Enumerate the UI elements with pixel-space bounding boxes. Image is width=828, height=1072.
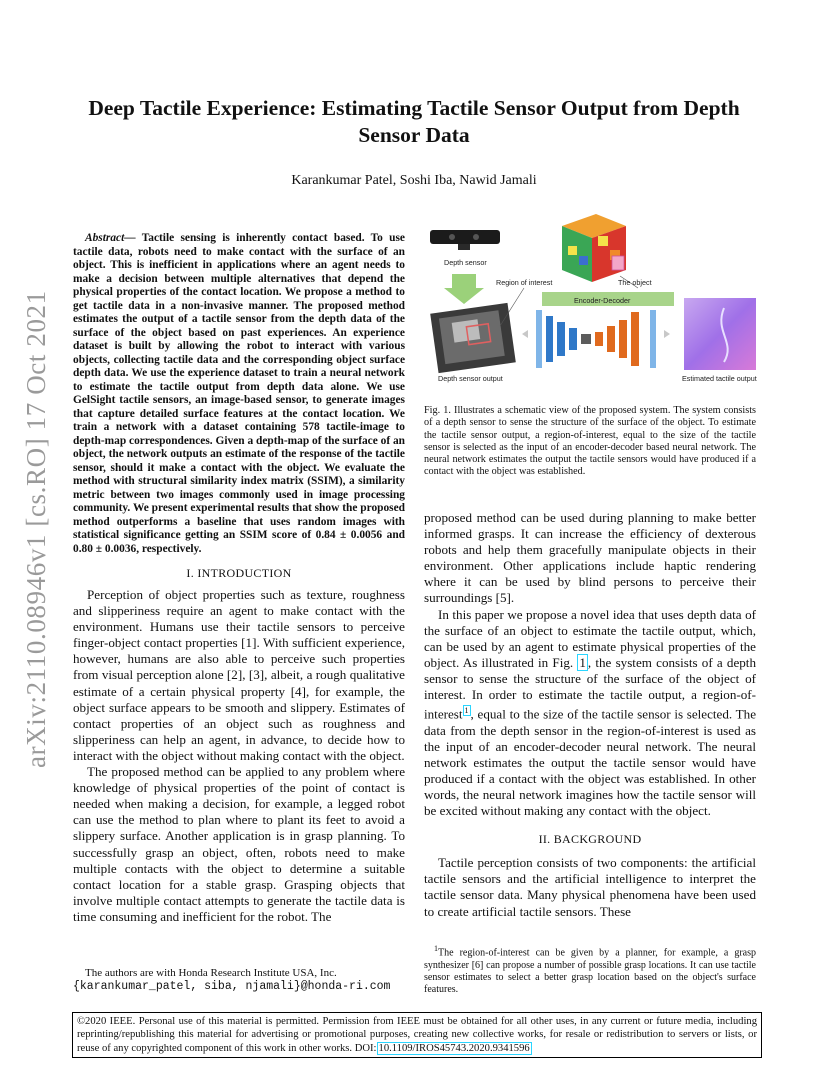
affiliation-line: The authors are with Honda Research Institute USA, Inc.: [85, 967, 337, 979]
paper-title: [64, 95, 764, 149]
estimated-tactile-image: [684, 298, 756, 370]
introduction-body: [73, 587, 405, 925]
copyright-notice: [72, 1012, 762, 1058]
abstract-label: Abstract—: [85, 232, 136, 244]
arrow-down-icon: [444, 274, 484, 304]
arxiv-stamp: arXiv:2110.08946v1 [cs.RO] 17 Oct 2021: [21, 290, 51, 768]
paragraph-2-text-a: In this paper we propose a novel idea that uses depth data of the surface of an object to estimate the tactile output, which, can be used by an agent to estimate physical properties of the object. As illustrated in Fig.: [424, 606, 756, 670]
doi-link[interactable]: 10.1109/IROS45743.2020.9341596: [378, 1042, 530, 1054]
paragraph-2-text-b: , the system consists of a depth sensor to sense the structure of the surface of the object of interest. In order to estimate the tactile output, a region-of-interest: [424, 654, 756, 722]
author-emails: {karankumar_patel, siba, njamali}@honda-ri.com: [73, 980, 391, 993]
figure-label-estimated: Estimated tactile output: [682, 374, 757, 383]
abstract: [73, 232, 405, 556]
figure-caption: Fig. 1. Illustrates a schematic view of the proposed system. The system consists of a depth sensor to sense the structure of the surface of the object. To estimate the tactile sensor output, a region-of-interest, equal to the size of the tactile sensor is selected as the input of an encoder-decoder based neural network. The neural network estimates the output the tactile sensors would have produced if a contact with the object was established.: [424, 405, 756, 478]
section-background-heading: II. BACKGROUND: [538, 832, 642, 847]
left-column: [73, 232, 405, 925]
footnote-1: [424, 943, 756, 996]
object-cube-image: [562, 214, 626, 282]
footnote-mark: 1: [434, 944, 438, 953]
footnote-text: The region-of-interest can be given by a planner, for example, a grasp synthesizer [6] can propose a number of possible grasp locations. It can use tactile sensor estimates to select a better grasp location based on the object's surface features.: [424, 947, 756, 995]
right-paragraph-1: proposed method can be used during planning to make better informed grasps. It can increase the efficiency of dexterous robots and help them gracefully manipulate objects in their environment. Other applications include haptic rendering where it can be used by blind persons to perceive their surroundings [5].: [424, 510, 756, 606]
figure-label-object: The object: [618, 278, 652, 287]
right-paragraph-2: [424, 607, 756, 820]
depth-output-image: [430, 303, 516, 373]
depth-sensor-icon: [430, 230, 500, 250]
figure-label-region: Region of interest: [496, 278, 553, 287]
right-column-body: [424, 510, 756, 920]
title-line-1: Deep Tactile Experience: Estimating Tactile Sensor Output from Depth: [88, 96, 740, 120]
intro-paragraph-1: Perception of object properties such as texture, roughness and slipperiness require an agent to make contact with the environment. Humans use their tactile sensors to perceive finger-object contact properties [1]. With sufficient experience, however, humans are also able to perceive such properties from visual perception alone [2], [3], albeit, a rough qualitative estimate of a certain physical property [4], for example, the object surface appears to be smooth and slippery. Estimates of contact properties of an object such as roughness and slipperiness can help an agent, in advance, to decide how to interact with the object without making contact with the object.: [73, 587, 405, 763]
title-line-2: Sensor Data: [358, 123, 470, 147]
copyright-text: ©2020 IEEE. Personal use of this material is permitted. Permission from IEEE must be obtained for all other uses, in any current or future media, including reprinting/republishing this material for advertising or promotional purposes, creating new collective works, for resale or redistribution to servers or lists, or reuse of any copyrighted component of this work in other works. DOI:: [77, 1016, 757, 1054]
affiliation-footnote: [73, 967, 405, 993]
authors: Karankumar Patel, Soshi Iba, Nawid Jamali: [291, 173, 537, 188]
figure-label-encoder: Encoder-Decoder: [574, 296, 631, 305]
abstract-text: Tactile sensing is inherently contact based. To use tactile data, robots need to make contact with the surface of an object. This is inefficient in applications where an agent needs to make a decision between multiple alternatives that depend the physical properties of the contact location. We propose a method to get tactile data in a non-invasive manner. The proposed method estimates the output of a tactile sensor from the depth data of the surface of the object based on past experiences. An experience dataset is built by allowing the robot to interact with various objects, collecting tactile data and the corresponding object surface depth data. We use the experience dataset to train a neural network to estimate the tactile output from depth data alone. We use GelSight tactile sensors, an image-based sensor, to generate images that capture detailed surface features at the contact location. We train a network with a dataset containing 578 tactile-image to depth-map correspondences. Given a depth-map of the surface of an object, the network outputs an estimate of the response of the tactile sensor, should it make a contact with the object. We evaluate the method with structural similarity index matrix (SSIM), a similarity metric between two images commonly used in image processing community. We present experimental results that show the proposed method outperforms a baseline that uses random images with statistical significance getting an SSIM score of 0.84 ± 0.0056 and 0.80 ± 0.0036, respectively.: [73, 232, 406, 555]
section-introduction-heading: I. INTRODUCTION: [186, 566, 292, 580]
background-paragraph-1: Tactile perception consists of two components: the artificial tactile sensors and the artificial intelligence to interpret the tactile sensor data. Many physical phenomena have been used to create artificial tactile sensors. These: [424, 855, 756, 919]
footnote-1-link[interactable]: 1: [464, 706, 469, 716]
figure-1-link[interactable]: 1: [579, 654, 586, 670]
paragraph-2-text-c: , equal to the size of the tactile sensor is selected. The data from the depth sensor in the region-of-interest is used as the input of an encoder-decoder neural network. The neural network estimates the output the tactile sensor would have produced if a contact with the object was established. In other words, the neural network imagines how the tactile sensor will be excited without making any contact with the object.: [424, 706, 756, 819]
figure-label-depth-sensor: Depth sensor: [444, 258, 487, 267]
intro-paragraph-2: The proposed method can be applied to any problem where knowledge of physical properties of the point of contact is needed when making a decision, for example, a legged robot can use the method to plan where to plant its feet to avoid a slippery surface. Another application is in grasp planning. To successfully grasp an object, often, robots need to make multiple contacts with the object to determine a suitable contact location for a stable grasp. Grasping objects that involve multiple contact attempts to generate the tactile data is time consuming and inefficient for the robot. The: [73, 764, 405, 924]
figure-label-depth-output: Depth sensor output: [438, 374, 503, 383]
figure-1: [424, 212, 766, 392]
